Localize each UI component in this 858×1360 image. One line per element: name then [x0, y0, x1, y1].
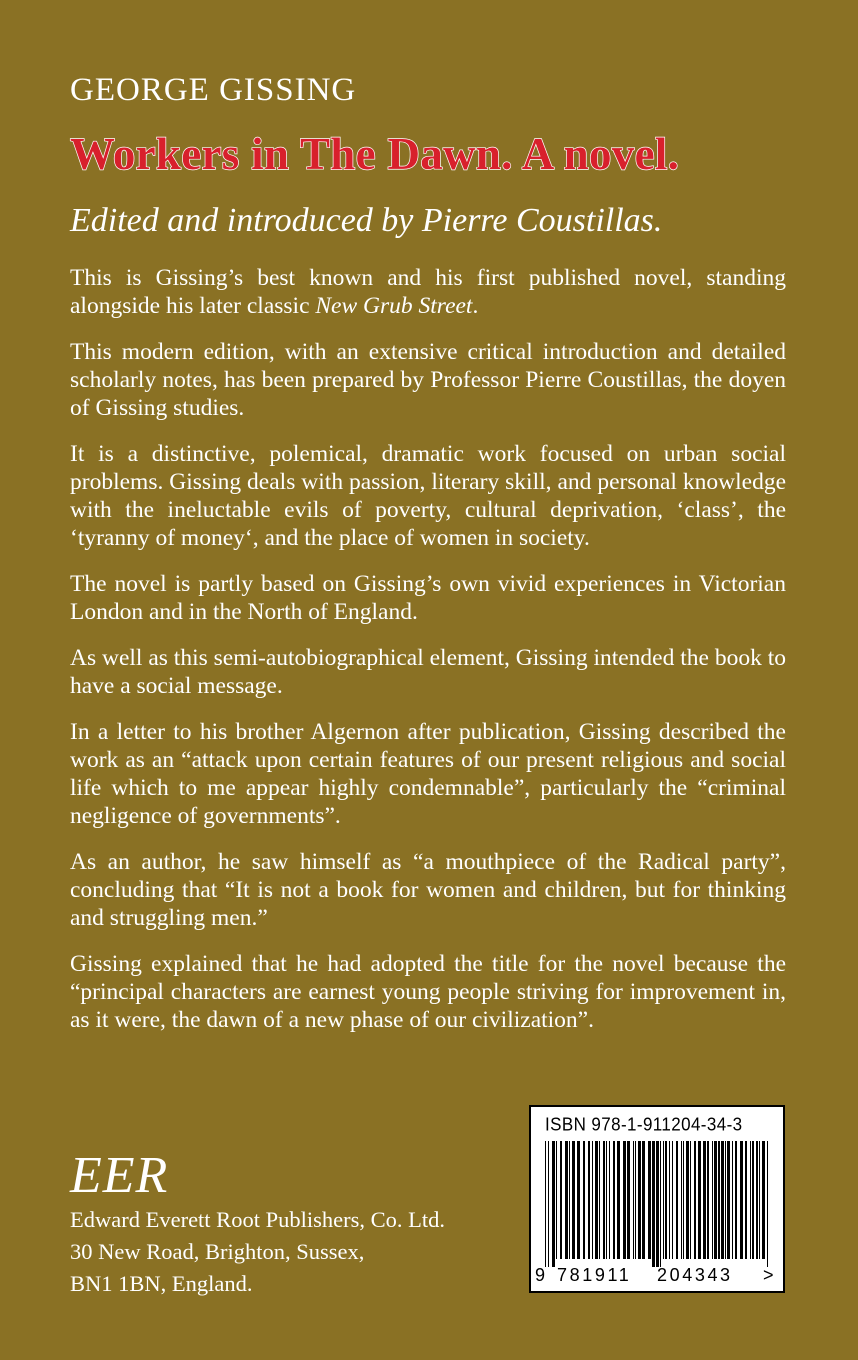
isbn-arrow: >: [763, 1265, 774, 1285]
barcode-bar: [545, 1141, 546, 1267]
book-title: Workers in The Dawn. A novel.: [70, 129, 680, 179]
barcode-bar: [569, 1141, 570, 1259]
barcode-bar: [588, 1141, 590, 1259]
barcode-bar: [599, 1141, 600, 1259]
barcode-bar: [613, 1141, 615, 1259]
blurb-paragraph-2: This modern edition, with an extensive critical introduction and detailed scholarly notes, has been prepared by Professor Pierre Coustillas, the doyen of Gissing studies.: [70, 339, 786, 421]
barcode-bar: [718, 1141, 720, 1259]
barcode-bar: [762, 1141, 765, 1259]
blurb-paragraph-5: As well as this semi-autobiographical element, Gissing intended the book to have a social message.: [70, 645, 786, 699]
barcode-bar: [725, 1141, 726, 1259]
isbn-digit-first: 9: [535, 1265, 546, 1285]
barcode-bar: [676, 1141, 678, 1259]
blurb-paragraph-8: Gissing explained that he had adopted the title for the novel because the “principal characters are earnest young people striving for improvement in, as it were, the dawn of a new phase of our civilization”.: [70, 951, 786, 1033]
barcode-bar: [592, 1141, 593, 1259]
barcode-bar: [727, 1141, 730, 1259]
barcode-bar: [683, 1141, 684, 1259]
barcode-bar: [623, 1141, 626, 1259]
barcode-bar: [698, 1141, 701, 1259]
p1-end: .: [472, 293, 479, 319]
barcode-bar: [714, 1141, 717, 1259]
p1-book-reference: New Grub Street: [315, 293, 473, 319]
publisher-block: [70, 1148, 445, 1300]
p1-text: This is Gissing’s best known and his first published novel, standing alongside his later classic: [70, 265, 786, 319]
publisher-address-line-2: BN1 1BN, England.: [70, 1271, 253, 1296]
barcode-bar: [703, 1141, 706, 1259]
barcode-bar: [627, 1141, 630, 1259]
publisher-logo: EER: [70, 1147, 169, 1204]
blurb-paragraph-1: [70, 264, 786, 320]
barcode-bar: [732, 1141, 733, 1259]
isbn-digits-right: 204343: [657, 1265, 733, 1285]
blurb-paragraph-7: As an author, he saw himself as “a mouthpiece of the Radical party”, concluding that “It is not a book for women and children, but for thinking and struggling men.”: [70, 849, 786, 931]
barcode-bar: [638, 1141, 641, 1259]
barcode-bar: [572, 1141, 575, 1259]
editor-line: Edited and introduced by Pierre Coustillas.: [70, 202, 663, 239]
barcode-bar: [595, 1141, 598, 1259]
barcode-bar: [642, 1141, 645, 1259]
barcode-bar: [548, 1141, 549, 1267]
barcode-bar: [686, 1141, 689, 1259]
barcode-bar: [617, 1141, 620, 1259]
barcode-bar: [767, 1141, 768, 1267]
barcode-bar: [663, 1141, 664, 1259]
barcode-bar: [609, 1141, 610, 1259]
barcode-bar: [712, 1141, 713, 1259]
publisher-name: Edward Everett Root Publishers, Co. Ltd.: [70, 1207, 445, 1232]
blurb: [70, 264, 786, 1052]
barcode-bar: [660, 1141, 661, 1267]
barcode-bar: [681, 1141, 682, 1259]
barcode-bar: [552, 1141, 555, 1267]
barcode-bar: [565, 1141, 568, 1259]
blurb-paragraph-3: It is a distinctive, polemical, dramatic work focused on urban social problems. Gissing deals with passion, literary skill, and personal knowledge with the ineluctable evils of poverty, cultural deprivation, ‘class’, the ‘tyranny of money‘, and the place of women in society.: [70, 441, 786, 551]
barcode-bar: [721, 1141, 724, 1259]
barcode-bar: [694, 1141, 696, 1259]
barcode-bar: [556, 1141, 557, 1259]
barcode-bar: [690, 1141, 691, 1259]
barcode-bar: [583, 1141, 585, 1259]
barcode-bar: [740, 1141, 743, 1259]
barcode-bar: [759, 1141, 760, 1259]
barcode-bars: [543, 1141, 771, 1267]
publisher-address-line-1: 30 New Road, Brighton, Sussex,: [70, 1239, 365, 1264]
barcode-bar: [633, 1141, 634, 1259]
barcode-bar: [707, 1141, 709, 1259]
barcode-bar: [652, 1141, 655, 1267]
barcode-bar: [577, 1141, 580, 1259]
barcode-bar: [635, 1141, 636, 1259]
barcode-bar: [745, 1141, 747, 1259]
barcode-bar: [735, 1141, 737, 1259]
barcode-bar: [672, 1141, 673, 1259]
barcode-bar: [752, 1141, 754, 1259]
barcode-bar: [750, 1141, 751, 1259]
barcode-bar: [603, 1141, 605, 1259]
barcode-bar: [756, 1141, 758, 1259]
barcode-bar: [656, 1141, 659, 1267]
isbn-digits-left: 781911: [557, 1265, 632, 1285]
barcode-bar: [606, 1141, 607, 1259]
barcode-bar: [560, 1141, 562, 1259]
barcode-bar: [669, 1141, 670, 1259]
barcode-bar: [648, 1141, 651, 1259]
author-name: GEORGE GISSING: [70, 72, 357, 108]
barcode-bar: [665, 1141, 667, 1259]
isbn-label: ISBN 978-1-911204-34-3: [545, 1114, 743, 1135]
isbn-barcode: [529, 1105, 785, 1293]
blurb-paragraph-6: In a letter to his brother Algernon after publication, Gissing described the work as an “attack upon certain features of our present religious and social life which to me appear highly condemnable”, particularly the “criminal negligence of governments”.: [70, 719, 786, 829]
blurb-paragraph-4: The novel is partly based on Gissing’s own vivid experiences in Victorian London and in the North of England.: [70, 571, 786, 625]
